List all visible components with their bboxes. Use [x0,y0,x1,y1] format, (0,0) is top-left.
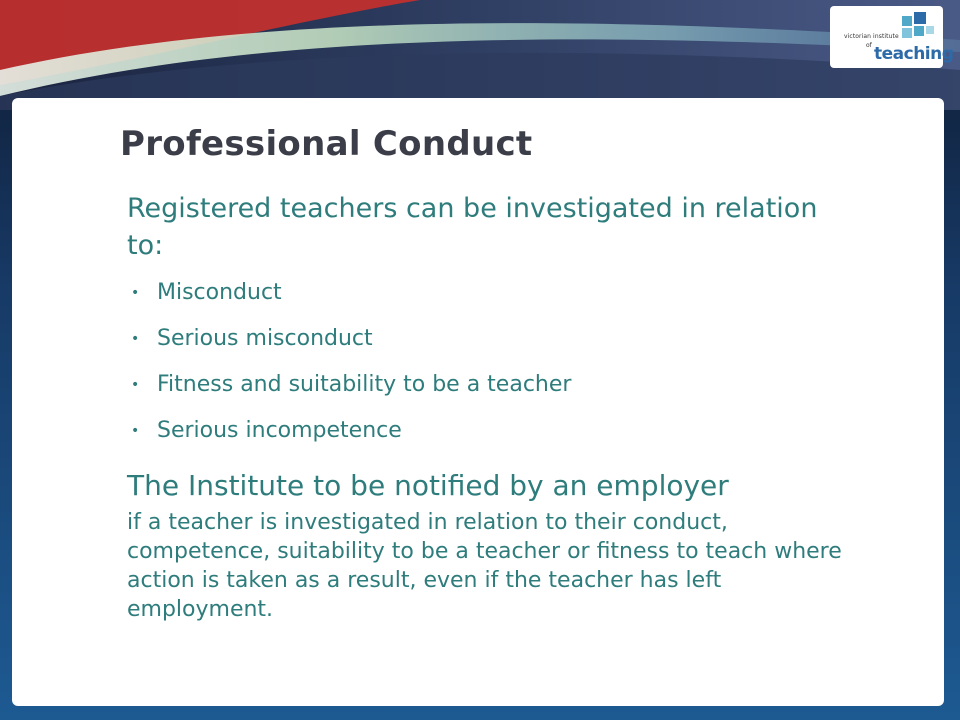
bullet-text: Serious misconduct [157,326,373,351]
logo-square [914,12,926,24]
bullet-text: Fitness and suitability to be a teacher [157,372,572,397]
bullet-item [127,278,877,324]
bullet-icon: • [131,377,140,393]
bullet-icon: • [131,285,140,301]
logo [830,6,954,68]
slide-title: Professional Conduct [120,124,533,164]
bullet-text: Misconduct [157,280,282,305]
section-heading: The Institute to be notified by an employer [127,469,729,502]
logo-text-line1: victorian institute [844,33,899,40]
bullet-icon: • [131,331,140,347]
bullet-icon: • [131,423,140,439]
logo-square [914,26,924,36]
logo-square [926,26,934,34]
bullet-list [127,278,877,462]
bullet-item [127,324,877,370]
section-paragraph: if a teacher is investigated in relation to their conduct, competence, suitability to be a teacher or fitness to teach where action is taken as a result, even if the teacher has left employment. [127,510,842,622]
logo-square [902,28,912,38]
logo-square [902,16,912,26]
logo-text-line3: teaching [874,44,954,64]
bullet-item [127,416,877,462]
logo-text-line2: of [866,42,872,49]
intro-text: Registered teachers can be investigated in relation to: [127,193,818,261]
slide-content [127,190,877,624]
bullet-text: Serious incompetence [157,418,402,443]
bullet-item [127,370,877,416]
